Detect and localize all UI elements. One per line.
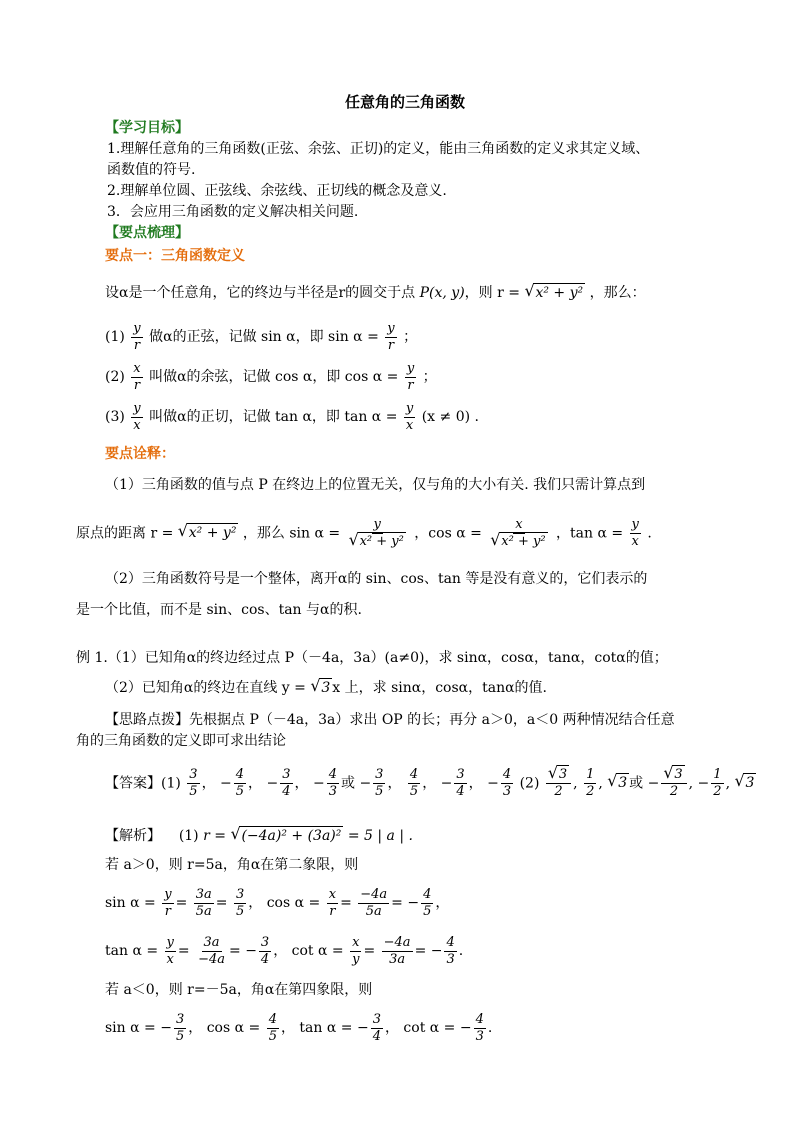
example-1b: （2）已知角α的终边在直线 y = √ 3 x 上，求 sinα，cosα，tanα的值. [105, 676, 548, 696]
objective-1b: 函数值的符号. [107, 162, 196, 178]
definition-tangent: (3) $\frac{y}{x}$ 叫做α的正切，记做 tan α，即 tan α = $\frac{y}{x}$ (x ≠ 0) . [105, 401, 479, 433]
note-1a: （1）三角函数的值与点 P 在终边上的位置无关，仅与角的大小有关. 我们只需计算点到 [105, 477, 646, 493]
objective-1a: 1.理解任意角的三角函数(正弦、余弦、正切)的定义，能由三角函数的定义求其定义域、 [107, 141, 650, 157]
note-1b: 原点的距离 r = √ x² + y² ，那么 sin α = y √ x² + y² ，cos α = x √ x² + y² ，tan α = $\frac{y}{x}$ . [76, 517, 652, 549]
case2-values: sin α = − $\frac{3}{5}$ ， cos α = $\frac{4}{5}$ ， tan α = − $\frac{3}{4}$ ， cot α = − $\frac{4}{3}$ . [105, 1012, 493, 1044]
case-1: 若 a＞0，则 r=5a，角α在第二象限，则 [105, 857, 359, 873]
case-2: 若 a＜0，则 r=－5a，角α在第四象限，则 [105, 982, 373, 998]
note-heading: 要点诠释： [105, 446, 175, 462]
note-2a: （2）三角函数符号是一个整体，离开α的 sin、cos、tan 等是没有意义的，它们表示的 [105, 571, 648, 587]
example-1a: 例 1.（1）已知角α的终边经过点 P（－4a，3a）(a≠0)，求 sinα，cosα，tanα，cotα的值； [76, 650, 668, 666]
definition-cosine: (2) $\frac{x}{r}$ 叫做α的余弦，记做 cos α，即 cos α = $\frac{y}{r}$ ； [105, 361, 437, 393]
objective-3: 3．会应用三角函数的定义解决相关问题. [107, 204, 359, 220]
hint-b: 角的三角函数的定义即可求出结论 [76, 733, 286, 749]
note-2b: 是一个比值，而不是 sin、cos、tan 与α的积. [76, 602, 362, 618]
objectives-heading: 【学习目标】 [105, 120, 189, 136]
point1-heading: 要点一：三角函数定义 [105, 248, 245, 264]
answer-line: 【答案】(1) $\frac{3}{5}$ ， − $\frac{4}{5}$ ， − $\frac{3}{4}$ ， − $\frac{4}{3}$ 或 − $\frac{3}{5}$ ， $\frac{4}{5}$ ， − $\frac{3}{4}$ ， − $\frac{4}{3}$ (2) √ 3 2 , $\frac{1}{2}$ , √ 3 或 − √ 3 2 , − $\frac{1}{2}$ , √ 3 [105, 763, 755, 799]
hint-a: 【思路点拨】先根据点 P（－4a，3a）求出 OP 的长；再分 a＞0，a＜0 两种情况结合任意 [105, 712, 675, 728]
doc-title: 任意角的三角函数 [345, 93, 466, 111]
case1-sin-cos: sin α = $\frac{y}{r}$ = $\frac{3a}{5a}$ = $\frac{3}{5}$ ， cos α = $\frac{x}{r}$ = $\frac{-4a}{5a}$ = − $\frac{4}{5}$ ， [105, 887, 450, 919]
objective-2: 2.理解单位圆、正弦线、余弦线、正切线的概念及意义. [107, 183, 447, 199]
key-points-heading: 【要点梳理】 [105, 225, 189, 241]
sqrt-radical: √ x² + y² [524, 281, 584, 301]
definition-sine: (1) $\frac{y}{r}$ 做α的正弦，记做 sin α，即 sin α = $\frac{y}{r}$ ； [105, 321, 418, 353]
case1-tan-cot: tan α = $\frac{y}{x}$ = $\frac{3a}{-4a}$ = − $\frac{3}{4}$ ， cot α = $\frac{x}{y}$ = $\frac{-4a}{3a}$ = − $\frac{4}{3}$ . [105, 935, 464, 967]
solution-line: 【解析】 (1) r = √ (−4a)² + (3a)² = 5 | a | . [105, 824, 413, 844]
definition-intro: 设α是一个任意角，它的终边与半径是r的圆交于点 P(x, y)，则 r = √ x² + y² ，那么： [105, 281, 646, 301]
